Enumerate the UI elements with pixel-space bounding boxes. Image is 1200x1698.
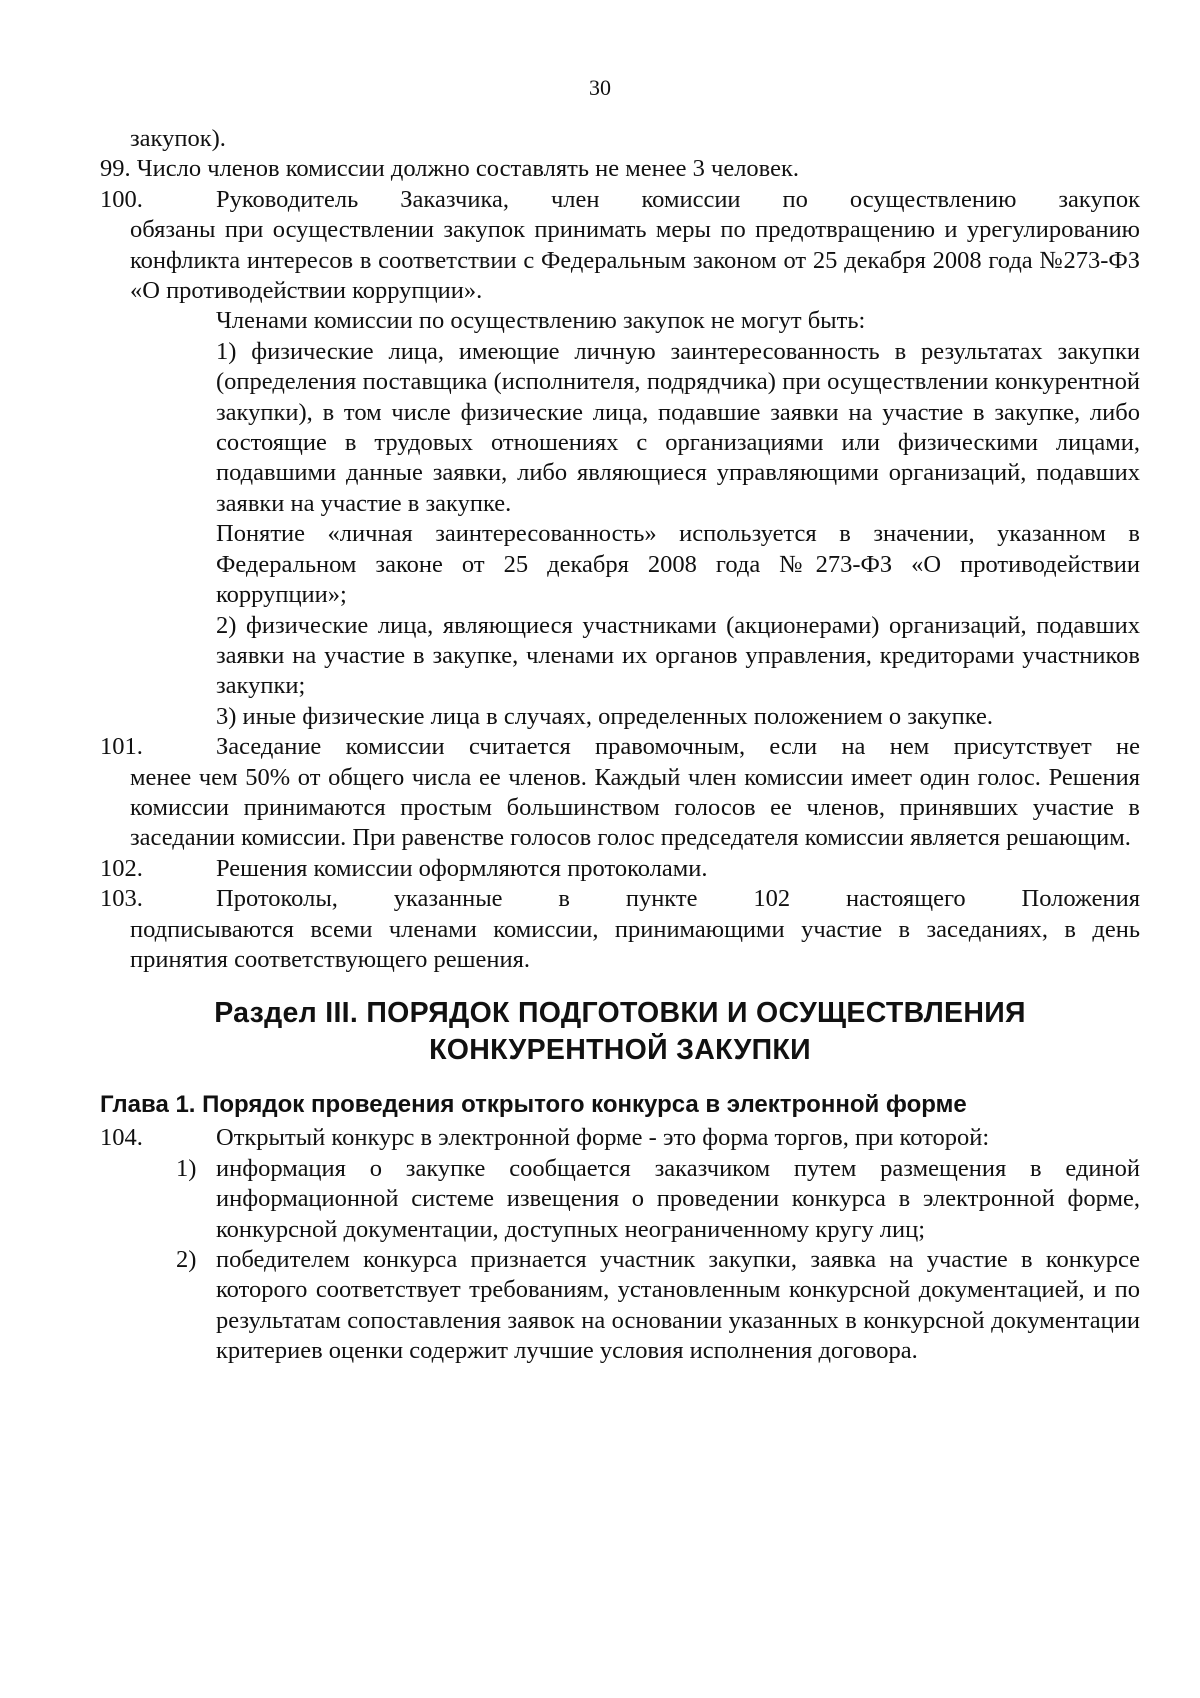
members-point-2: 2) физические лица, являющиеся участниками (акционерами) организаций, подавших заявки на участие в закупке, членами их органов управления, кредиторами участников закупки; bbox=[216, 611, 1140, 700]
item-104 bbox=[100, 1123, 1140, 1153]
item-101-first-line: Заседание комиссии считается правомочным, если на нем присутствует не bbox=[216, 733, 1140, 761]
members-intro: Членами комиссии по осуществлению закупок не могут быть: bbox=[216, 307, 866, 335]
document-body bbox=[100, 124, 1140, 1367]
members-point-1: 1) физические лица, имеющие личную заинтересованность в результатах закупки (определения поставщика (исполнителя, подрядчика) при осуществлении конкурентной закупки), в том числе физические лица, подавшие заявки на участие в закупке, либо состоящие в трудовых отношениях с организациями или физическими лицами, подавшими данные заявки, либо являющиеся управляющими организаций, подавших заявки на участие в закупке. bbox=[216, 337, 1140, 517]
item-103-number: 103. bbox=[100, 885, 143, 913]
item-100-text: обязаны при осуществлении закупок принимать меры по предотвращению и урегулированию конфликта интересов в соответствии с Федеральным законом от 25 декабря 2008 года №273-ФЗ «О противодействии коррупции». bbox=[130, 216, 1140, 305]
section-title bbox=[100, 995, 1140, 1069]
item-100-number: 100. bbox=[100, 185, 143, 213]
item-99-text: Число членов комиссии должно составлять не менее 3 человек. bbox=[136, 155, 800, 183]
item-100 bbox=[100, 185, 1140, 215]
item-103 bbox=[100, 884, 1140, 914]
subpoint-1-number: 1) bbox=[176, 1154, 197, 1182]
item-101-text: менее чем 50% от общего числа ее членов. Каждый член комиссии имеет один голос. Решения комиссии принимаются простым большинством голосов ее членов, принявших участие в заседании комиссии. При равенстве голосов голос председателя комиссии является решающим. bbox=[130, 763, 1140, 852]
paragraph-continuation: закупок). bbox=[130, 125, 226, 152]
chapter-title: Глава 1. Порядок проведения открытого конкурса в электронной форме bbox=[100, 1091, 967, 1119]
item-99 bbox=[100, 154, 1140, 184]
item-102 bbox=[100, 854, 1140, 884]
subpoint-2-text: победителем конкурса признается участник закупки, заявка на участие в конкурсе которого соответствует требованиям, установленным конкурсной документацией, и по результатам сопоставления заявок на основании указанных в конкурсной документации критериев оценки содержит лучшие условия исполнения договора. bbox=[216, 1246, 1140, 1365]
item-99-number: 99. bbox=[100, 155, 131, 183]
item-101 bbox=[100, 732, 1140, 762]
item-102-text: Решения комиссии оформляются протоколами. bbox=[216, 854, 708, 882]
section-title-line-1: Раздел III. ПОРЯДОК ПОДГОТОВКИ И ОСУЩЕСТВЛЕНИЯ bbox=[214, 997, 1026, 1030]
subpoint-2-number: 2) bbox=[176, 1246, 197, 1273]
item-104-subpoint-2 bbox=[176, 1245, 1140, 1367]
subpoint-1-text: информация о закупке сообщается заказчиком путем размещения в единой информационной системе извещения о проведении конкурса в электронной форме, конкурсной документации, доступных неограниченному кругу лиц; bbox=[216, 1154, 1140, 1243]
item-102-number: 102. bbox=[100, 854, 143, 882]
members-point-3: 3) иные физические лица в случаях, определенных положением о закупке. bbox=[216, 702, 994, 730]
item-104-subpoint-1 bbox=[176, 1154, 1140, 1245]
item-104-text: Открытый конкурс в электронной форме - это форма торгов, при которой: bbox=[216, 1124, 990, 1152]
item-103-text: подписываются всеми членами комиссии, принимающими участие в заседаниях, в день принятия соответствующего решения. bbox=[130, 915, 1140, 973]
members-point-1-note: Понятие «личная заинтересованность» используется в значении, указанном в Федеральном законе от 25 декабря 2008 года №273-ФЗ «О противодействии коррупции»; bbox=[216, 520, 1140, 609]
page-number: 30 bbox=[589, 75, 611, 100]
item-100-first-line: Руководитель Заказчика, член комиссии по осуществлению закупок bbox=[216, 185, 1140, 213]
item-103-first-line: Протоколы, указанные в пункте 102 настоящего Положения bbox=[216, 885, 1140, 913]
item-101-number: 101. bbox=[100, 733, 143, 761]
item-104-number: 104. bbox=[100, 1124, 143, 1152]
section-title-line-2: КОНКУРЕНТНОЙ ЗАКУПКИ bbox=[429, 1034, 811, 1067]
